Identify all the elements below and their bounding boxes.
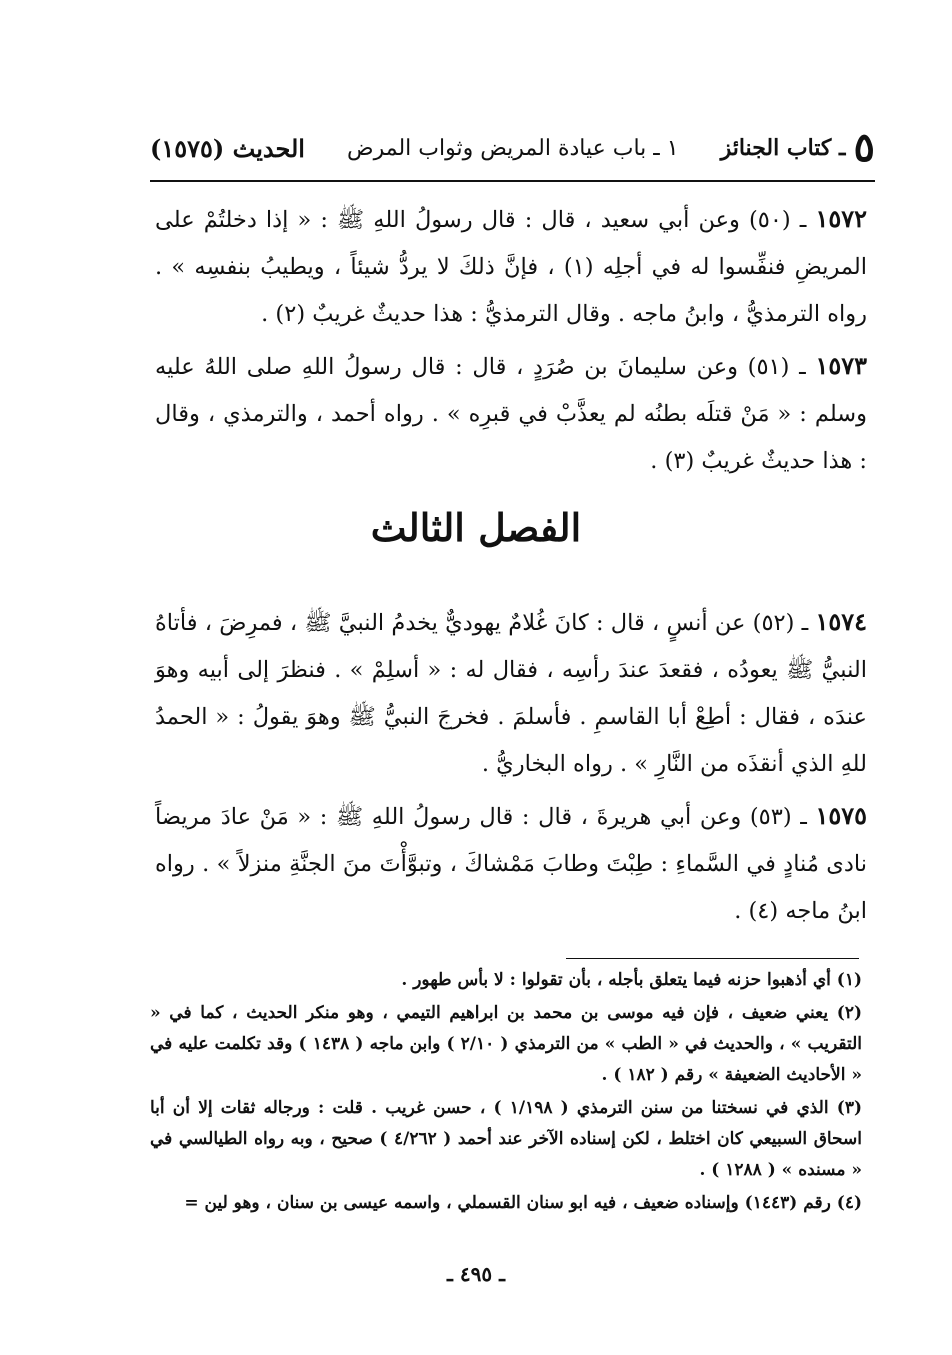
footnotes [150,965,862,1221]
volume-mark: ٥ [853,124,875,171]
hadith-1572 [155,195,867,338]
hadith-block-top [155,195,867,485]
header-rule [150,180,875,182]
footnote-4: (٤) رقم (١٤٤٣) وإسناده ضعيف ، فيه ابو سنان القسملي ، واسمه عيسى بن سنان ، وهو لين = [184,1193,862,1213]
book-title: ـ كتاب الجنائز [720,135,846,161]
hadith-number: ١٥٧٥ [815,801,867,830]
hadith-block-bottom [155,598,867,935]
section-title: الفصل الثالث [370,505,582,550]
chapter-title: ١ ـ باب عيادة المريض وثواب المرض [347,135,679,161]
hadith-reference: الحديث (١٥٧٥) [150,133,305,163]
footnote-3: (٣) الذي في نسختنا من سنن الترمذي ( ١/١٩٨ ) ، حسن غريب . قلت : ورجاله ثقات إلا أن أبا اسحاق السبيعي كان اختلط ، لكن إسناده الآخر عند أحمد ( ٤/٢٦٢ ) صحيح ، وبه رواه الطيالسي في « مسنده » ( ١٢٨٨ ) . [150,1098,863,1180]
footnote-2: (٢) يعني ضعيف ، فإن فيه موسى بن محمد بن ابراهيم التيمي ، وهو منكر الحديث ، كما في « التقريب » ، والحديث في « الطب » من الترمذي ( ٢/١٠ ) وابن ماجه ( ١٤٣٨ ) وقد تكلمت عليه في « الأحاديث الضعيفة » رقم ( ١٨٢ ) . [150,1003,862,1085]
page-number: ـ ٤٩٥ ـ [447,1262,505,1286]
hadith-number: ١٥٧٤ [815,607,868,636]
header-book [720,124,875,171]
hadith-text: ـ (٥٣) وعن أبي هريرةَ ، قال : قال رسولُ اللهِ ﷺ : « مَنْ عادَ مريضاً نادى مُنادٍ في السَّماءِ : طِبْتَ وطابَ مَمْشاكَ ، وتبوَّأْتَ منَ الجنَّةِ منزلاً » . رواه ابنُ ماجه (٤) . [155,804,867,924]
hadith-text: ـ (٥٠) وعن أبي سعيد ، قال : قال رسولُ اللهِ ﷺ : « إذا دخلتُمْ على المريضِ فنفِّسوا له في أجلِه (١) ، فإنَّ ذلكَ لا يردُّ شيئاً ، ويطيبُ بنفسِه » . رواه الترمذيُّ ، وابنُ ماجه . وقال الترمذيُّ : هذا حديثٌ غريبٌ (٢) . [155,207,867,327]
hadith-1575 [155,792,867,935]
hadith-text: ـ (٥٢) عن أنسٍ ، قال : كانَ غُلامٌ يهوديٌّ يخدمُ النبيَّ ﷺ ، فمرِضَ ، فأتاهُ النبيُّ ﷺ يعودُه ، فقعدَ عندَ رأسِه ، فقال له : « أسلِمْ » . فنظرَ إلى أبيه وهوَ عندَه ، فقال : أطِعْ أبا القاسمِ . فأسلمَ . فخرجَ النبيُّ ﷺ وهوَ يقولُ : « الحمدُ للهِ الذي أنقذَه من النَّارِ » . رواه البخاريُّ . [155,610,867,777]
footnote-rule [566,958,859,959]
hadith-1574 [155,598,867,788]
hadith-1573 [155,342,867,485]
hadith-text: ـ (٥١) وعن سليمانَ بن صُرَدٍ ، قال : قال رسولُ اللهِ صلى اللهُ عليه وسلم : « مَنْ قتلَه بطنُه لم يعذَّبْ في قبرِه » . رواه أحمد ، والترمذي ، وقال : هذا حديثٌ غريبٌ (٣) . [155,354,867,474]
footnote-1: (١) أي أذهبوا حزنه فيما يتعلق بأجله ، بأن تقولوا : لا بأس طهور . [401,970,862,990]
hadith-number: ١٥٧٢ [815,204,868,233]
hadith-number: ١٥٧٣ [815,351,867,380]
running-header [150,120,875,176]
